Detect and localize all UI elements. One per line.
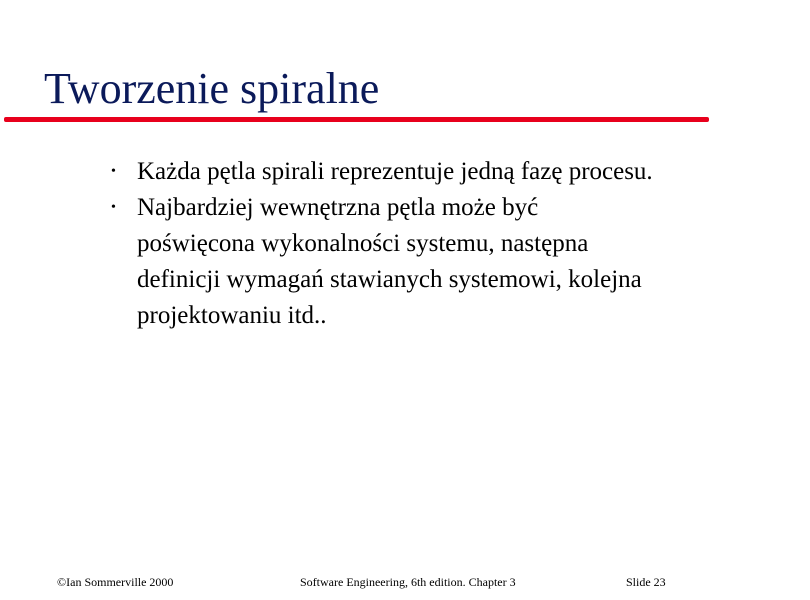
bullet-marker: • <box>111 164 116 179</box>
footer-copyright: ©Ian Sommerville 2000 <box>57 575 174 589</box>
footer-slide-number: Slide 23 <box>626 575 666 589</box>
bullet-text: Najbardziej wewnętrzna pętla może być poświęcona wykonalności systemu, następna definicji wymagań stawianych systemowi, kolejna projektowaniu itd.. <box>137 194 642 329</box>
footer-book-title: Software Engineering, 6th edition. Chapter 3 <box>300 575 516 589</box>
bullet-item <box>0 190 700 334</box>
bullet-marker: • <box>111 200 116 215</box>
bullet-text: Każda pętla spirali reprezentuje jedną fazę procesu. <box>137 158 653 185</box>
bullet-list <box>0 154 700 334</box>
title-underline <box>4 117 709 122</box>
slide-title: Tworzenie spiralne <box>44 64 380 113</box>
bullet-item <box>0 154 700 190</box>
